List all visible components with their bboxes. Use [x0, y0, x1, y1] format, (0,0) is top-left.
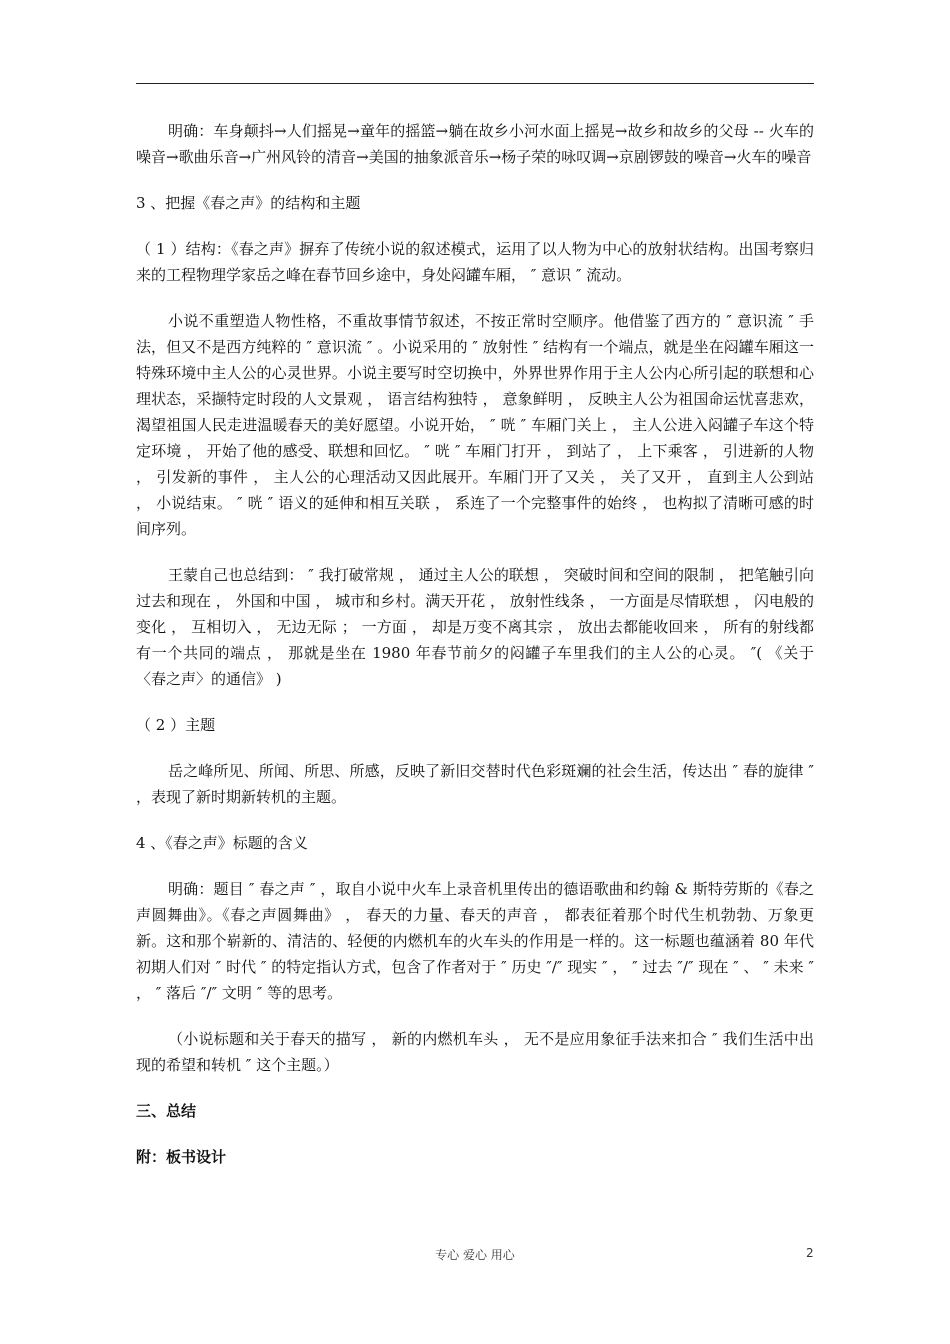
body-paragraph: 王蒙自己也总结到： ″ 我打破常规 ， 通过主人公的联想 ， 突破时间和空间的限制 ， 把笔触引向过去和现在 ， 外国和中国 ， 城市和乡村。满天开花 ， 放射性线条 ， 一方面是尽情联想 ， 闪电般的变化 ， 互相切入 ， 无边无际 ； 一方面 ， 却是万变不离其宗 ， 放出去都能收回来 ， 所有的射线都有一个共同的端点 ， 那就是坐在 1980 年春节前夕的闷罐子车里我们的主人公的心灵。 ″( 《关于〈春之声〉的通信》 ): [136, 566, 814, 688]
document-body: [136, 118, 819, 1170]
body-paragraph: 明确：题目 ″ 春之声 ″ ，取自小说中火车上录音机里传出的德语歌曲和约翰 & 斯特劳斯的《春之声圆舞曲》。《春之声圆舞曲》 ， 春天的力量、春天的声音 ， 都表征着那个时代生机勃勃、万象更新。这和那个崭新的、清洁的、轻便的内燃机车的火车头的作用是一样的。这一标题也蕴涵着 80 年代初期人们对 ″ 时代 ″ 的特定指认方式，包含了作者对于 ″ 历史 ″/″ 现实 ″ ， ″ 过去 ″/″ 现在 ″ 、 ″ 未来 ″ ， ″ 落后 ″/″ 文明 ″ 等的思考。: [136, 880, 819, 1002]
section-heading: 三、总结: [136, 1102, 197, 1120]
body-paragraph: 小说不重塑造人物性格，不重故事情节叙述，不按正常时空顺序。他借鉴了西方的 ″ 意识流 ″ 手法，但又不是西方纯粹的 ″ 意识流 ″ 。小说采用的 ″ 放射性 ″ 结构有一个端点，就是坐在闷罐车厢这一特殊环境中主人公的心灵世界。小说主要写时空切换中，外界世界作用于主人公内心所引起的联想和心理状态，采撷特定时段的人文景观 ， 语言结构独特 ， 意象鲜明 ， 反映主人公为祖国命运忧喜悲欢， 渴望祖国人民走进温暖春天的美好愿望。小说开始， ″ 咣 ″ 车厢门关上 ， 主人公进入闷罐子车这个特定环境 ， 开始了他的感受、联想和回忆。 ″ 咣 ″ 车厢门打开 ， 到站了 ， 上下乘客 ， 引进新的人物 ， 引发新的事件 ， 主人公的心理活动又因此展开。车厢门开了又关 ， 关了又开 ， 直到主人公到站 ， 小说结束。 ″ 咣 ″ 语义的延伸和相互关联 ， 系连了一个完整事件的始终 ， 也构拟了清晰可感的时间序列。: [136, 312, 819, 538]
page-number: 2: [806, 1246, 814, 1260]
body-paragraph: （ 2 ）主题: [136, 716, 216, 734]
header-rule: [136, 83, 814, 84]
body-paragraph: 明确：车身颠抖→人们摇晃→童年的摇篮→躺在故乡小河水面上摇晃→故乡和故乡的父母 -- 火车的噪音→歌曲乐音→广州风铃的清音→美国的抽象派音乐→杨子荣的咏叹调→京剧锣鼓的噪音→火车的噪音: [136, 122, 814, 166]
body-paragraph: 4 、《春之声》标题的含义: [136, 834, 308, 852]
section-heading: 附：板书设计: [136, 1148, 227, 1166]
body-paragraph: （ 1 ）结构：《春之声》摒弃了传统小说的叙述模式，运用了以人物为中心的放射状结构。出国考察归来的工程物理学家岳之峰在春节回乡途中，身处闷罐车厢， ″ 意识 ″ 流动。: [136, 240, 814, 284]
body-paragraph: （小说标题和关于春天的描写 ， 新的内燃机车头 ， 无不是应用象征手法来扣合 ″ 我们生活中出现的希望和转机 ″ 这个主题。）: [136, 1030, 814, 1074]
footer-motto: 专心 爱心 用心: [435, 1248, 515, 1262]
body-paragraph: 岳之峰所见、所闻、所思、所感，反映了新旧交替时代色彩斑斓的社会生活，传达出 ″ 春的旋律 ″ ，表现了新时期新转机的主题。: [136, 762, 819, 806]
page-footer: [0, 1246, 950, 1266]
body-paragraph: 3 、把握《春之声》的结构和主题: [136, 194, 361, 212]
